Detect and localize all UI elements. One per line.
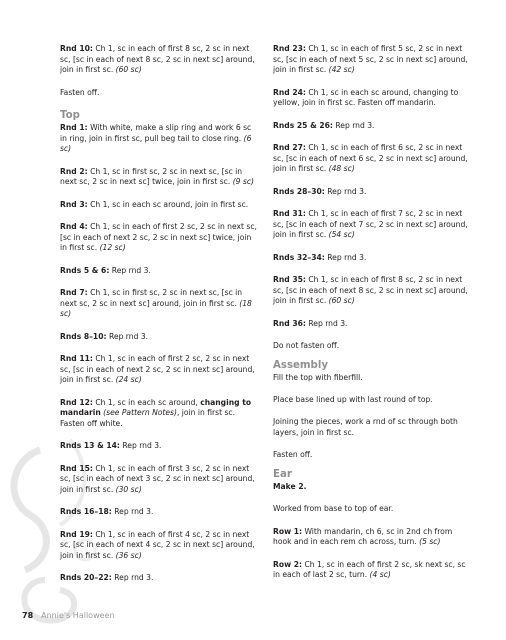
rnd-label: Rnds 5 & 6: bbox=[60, 265, 110, 275]
assembly-heading: Assembly bbox=[273, 359, 328, 371]
color-change: changing to mandarin bbox=[60, 397, 252, 418]
rnd-12 bbox=[60, 398, 260, 430]
rnds-32-34 bbox=[273, 253, 473, 264]
rnd-23 bbox=[273, 44, 473, 76]
make-count: Make 2. bbox=[273, 482, 307, 491]
stitch-count: (12 sc) bbox=[99, 243, 126, 253]
rnd-text: Rep rnd 3. bbox=[332, 120, 375, 130]
rnd-35 bbox=[273, 275, 473, 307]
rnd-text: Ch 1, sc in each of first 7 sc, 2 sc in next sc, [sc in each of next 7 sc, 2 sc in next sc] around, join in first sc. bbox=[273, 209, 468, 240]
stitch-count: (36 sc) bbox=[115, 551, 142, 561]
rnd-label: Rnds 28–30: bbox=[273, 186, 325, 196]
rnd-label: Rnd 35: bbox=[273, 275, 306, 284]
rnd-text: Rep rnd 3. bbox=[305, 318, 348, 328]
stitch-count: (48 sc) bbox=[328, 164, 355, 174]
rnd-text: Ch 1, sc in each of first 8 sc, 2 sc in next sc, [sc in each of next 8 sc, 2 sc in next sc] around, join in first sc. bbox=[60, 44, 255, 75]
stitch-count: (30 sc) bbox=[115, 485, 142, 495]
rnd-label: Rnd 2: bbox=[60, 166, 88, 176]
rnd-label: Rnds 16–18: bbox=[60, 507, 112, 517]
rnd-15 bbox=[60, 464, 260, 496]
fill-instruction: Fill the top with fiberfill. bbox=[273, 372, 363, 382]
stitch-count: (54 sc) bbox=[328, 230, 355, 240]
row-1 bbox=[273, 527, 473, 548]
rnd-text: Rep rnd 3. bbox=[324, 186, 367, 196]
rnd-label: Rnd 19: bbox=[60, 529, 93, 539]
rnd-10 bbox=[60, 44, 260, 76]
page-footer bbox=[22, 611, 115, 620]
do-not-fasten: Do not fasten off. bbox=[273, 341, 340, 350]
rnd-label: Rnds 13 & 14: bbox=[60, 441, 120, 451]
rnd-text: Rep rnd 3. bbox=[324, 252, 367, 262]
rnds-16-18 bbox=[60, 507, 260, 518]
stitch-count: (60 sc) bbox=[328, 296, 355, 306]
rnds-28-30 bbox=[273, 187, 473, 198]
place-instruction: Place base lined up with last round of top. bbox=[273, 395, 433, 404]
rnd-text: Ch 1, sc in first sc, 2 sc in next sc, [sc in next sc, 2 sc in next sc] around, join in first sc. bbox=[60, 288, 243, 308]
rnd-text: Ch 1, sc in each of first 8 sc, 2 sc in next sc, [sc in each of next 8 sc, 2 sc in next sc] around, join in first sc. bbox=[273, 275, 468, 306]
rnd-label: Rnd 31: bbox=[273, 209, 306, 218]
rnd-1 bbox=[60, 123, 260, 155]
stitch-count: (6 sc) bbox=[60, 133, 252, 154]
rnd-24 bbox=[273, 88, 473, 109]
rnd-text: Ch 1, sc in each of first 4 sc, 2 sc in next sc, [sc in each of next 4 sc, 2 sc in next sc] around, join in first sc. bbox=[60, 529, 255, 561]
rnd-text: Ch 1, sc in each sc around, changing to yellow, join in first sc. Fasten off mandarin. bbox=[273, 87, 459, 108]
rnd-2 bbox=[60, 167, 260, 188]
page-number: 78 bbox=[22, 611, 34, 620]
rnd-label: Rnds 20–22: bbox=[60, 573, 112, 583]
worked-note: Worked from base to top of ear. bbox=[273, 504, 394, 514]
fasten-off: Fasten off. bbox=[273, 450, 313, 460]
rnds-5-6 bbox=[60, 266, 260, 277]
rnd-label: Rnd 24: bbox=[273, 87, 306, 97]
rnd-31 bbox=[273, 209, 473, 241]
row-label: Row 1: bbox=[273, 526, 303, 536]
rnd-text: Ch 1, sc in each sc around, bbox=[92, 397, 201, 407]
row-text: With mandarin, ch 6, sc in 2nd ch from hook and in each rem ch across, turn. bbox=[273, 526, 453, 547]
top-heading: Top bbox=[60, 110, 80, 121]
rnd-27 bbox=[273, 143, 473, 175]
rnd-text: With white, make a slip ring and work 6 sc in ring, join in first sc, pull beg tail to close ring. bbox=[60, 123, 252, 143]
rnd-text: Rep rnd 3. bbox=[111, 573, 154, 583]
rnds-25-26 bbox=[273, 121, 473, 132]
right-column bbox=[273, 44, 473, 593]
row-label: Row 2: bbox=[273, 559, 303, 569]
stitch-count: (5 sc) bbox=[419, 537, 441, 547]
rnd-text: Ch 1, sc in each of first 2 sc, 2 sc in next sc, [sc in each of next 2 sc, 2 sc in next sc] twice, join in first sc. bbox=[60, 222, 257, 253]
rnd-text: Ch 1, sc in each of first 2 sc, 2 sc in next sc, [sc in each of next 2 sc, 2 sc in next sc] around, join in first sc. bbox=[60, 354, 255, 385]
rnd-19 bbox=[60, 530, 260, 562]
rnd-3 bbox=[60, 200, 260, 211]
stitch-count: (18 sc) bbox=[60, 298, 252, 319]
fasten-off: Fasten off. bbox=[60, 87, 100, 97]
rnd-label: Rnd 23: bbox=[273, 44, 306, 53]
rnd-label: Rnd 15: bbox=[60, 463, 93, 473]
rnd-label: Rnd 4: bbox=[60, 222, 88, 231]
rnd-4 bbox=[60, 222, 260, 254]
rnds-8-10 bbox=[60, 332, 260, 343]
rnd-text: Ch 1, sc in first sc, 2 sc in next sc, [sc in next sc, 2 sc in next sc] twice, join in first sc. bbox=[60, 166, 243, 187]
rnd-label: Rnds 8–10: bbox=[60, 331, 107, 341]
stitch-count: (60 sc) bbox=[115, 65, 142, 75]
rnd-7 bbox=[60, 288, 260, 320]
rnd-label: Rnd 3: bbox=[60, 199, 88, 209]
book-title: Annie's Halloween bbox=[41, 611, 115, 620]
rnd-text: Ch 1, sc in each of first 6 sc, 2 sc in next sc, [sc in each of next 6 sc, 2 sc in next sc] around, join in first sc. bbox=[273, 143, 468, 174]
rnd-text: Ch 1, sc in each of first 5 sc, 2 sc in next sc, [sc in each of next 5 sc, 2 sc in next sc] around, join in first sc. bbox=[273, 44, 468, 75]
rnd-text: Rep rnd 3. bbox=[119, 441, 162, 451]
stitch-count: (24 sc) bbox=[115, 375, 142, 385]
join-instruction: Joining the pieces, work a rnd of sc through both layers, join in first sc. bbox=[273, 417, 458, 437]
rnd-text: Rep rnd 3. bbox=[111, 507, 154, 517]
row-text: Ch 1, sc in each of first 2 sc, sk next sc, sc in each of last 2 sc, turn. bbox=[273, 559, 466, 580]
rnd-text: , join in first sc. Fasten off white. bbox=[60, 408, 236, 429]
ear-heading: Ear bbox=[273, 469, 292, 480]
rnd-text: Ch 1, sc in each of first 3 sc, 2 sc in next sc, [sc in each of next 3 sc, 2 sc in next sc] around, join in first sc. bbox=[60, 463, 255, 495]
rnd-text: Rep rnd 3. bbox=[109, 265, 151, 275]
rnds-20-22 bbox=[60, 573, 260, 584]
rnd-label: Rnd 11: bbox=[60, 354, 93, 363]
left-column bbox=[60, 44, 260, 596]
row-2 bbox=[273, 560, 473, 581]
rnd-label: Rnds 32–34: bbox=[273, 252, 325, 262]
stitch-count: (9 sc) bbox=[232, 177, 254, 187]
stitch-count: (4 sc) bbox=[369, 570, 391, 580]
rnd-text: Ch 1, sc in each sc around, join in first sc. bbox=[87, 199, 249, 209]
rnds-13-14 bbox=[60, 441, 260, 452]
rnd-text: Rep rnd 3. bbox=[106, 331, 149, 341]
rnd-label: Rnd 1: bbox=[60, 123, 88, 132]
pattern-note-ref: (see Pattern Notes) bbox=[100, 408, 177, 418]
rnd-label: Rnd 27: bbox=[273, 143, 306, 152]
rnd-label: Rnd 7: bbox=[60, 288, 88, 297]
rnd-label: Rnds 25 & 26: bbox=[273, 120, 333, 130]
rnd-label: Rnd 10: bbox=[60, 44, 93, 53]
stitch-count: (42 sc) bbox=[328, 65, 355, 75]
rnd-label: Rnd 12: bbox=[60, 397, 93, 407]
rnd-36 bbox=[273, 319, 473, 330]
rnd-label: Rnd 36: bbox=[273, 318, 306, 328]
rnd-11 bbox=[60, 354, 260, 386]
